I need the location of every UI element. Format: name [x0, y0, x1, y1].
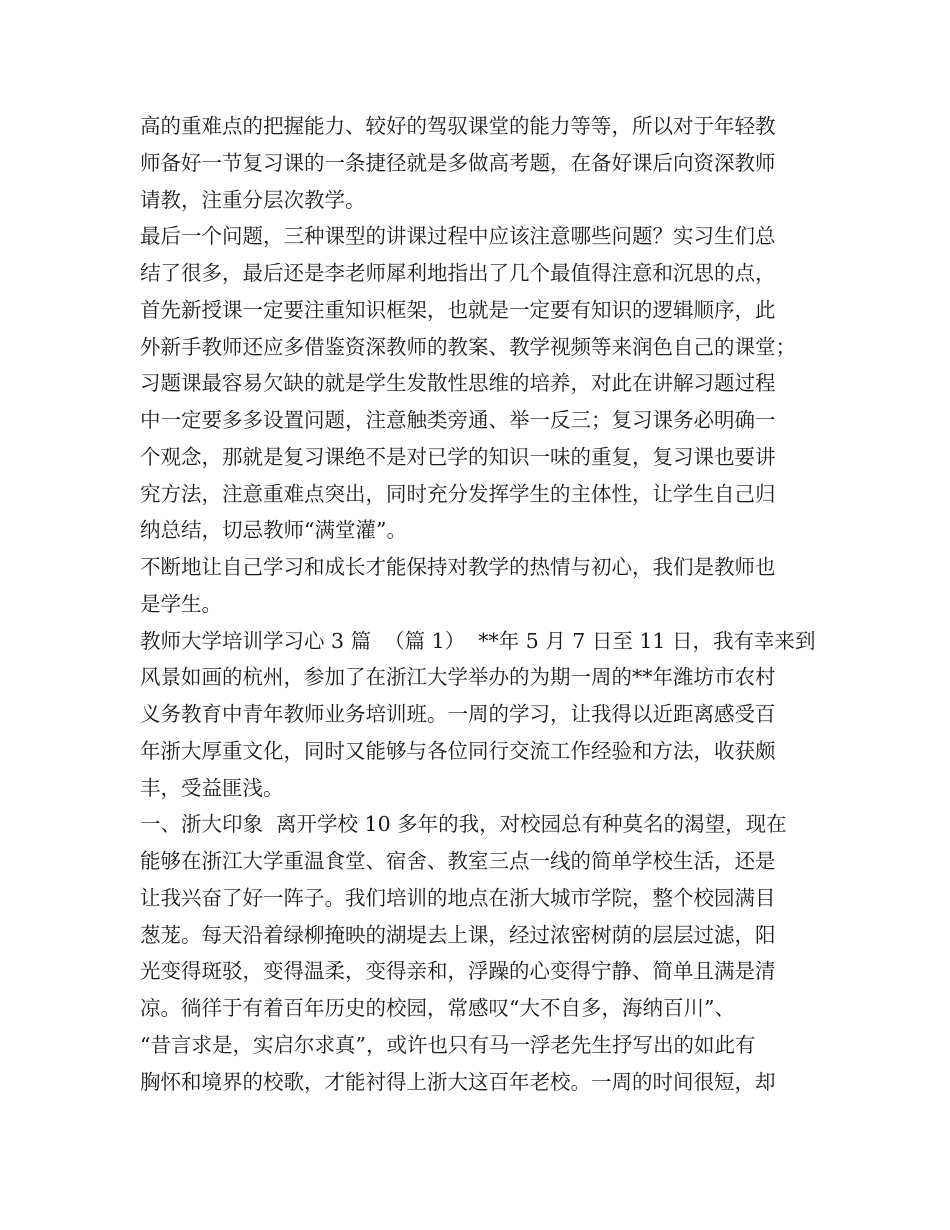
text-line: 一、浙大印象 离开学校 10 多年的我，对校园总有种莫名的渴望，现在 — [140, 812, 787, 837]
text-line: “昔言求是，实启尔求真”，或许也只有马一浮老先生抒写出的如此有 — [140, 1032, 756, 1057]
text-line: 习题课最容易欠缺的就是学生发散性思维的培养，对此在讲解习题过程 — [140, 371, 776, 396]
text-line: 最后一个问题，三种课型的讲课过程中应该注意哪些问题？实习生们总 — [140, 224, 776, 249]
text-line: 葱茏。每天沿着绿柳掩映的湖堤去上课，经过浓密树荫的层层过滤，阳 — [140, 922, 776, 947]
text-line: 首先新授课一定要注重知识框架，也就是一定要有知识的逻辑顺序，此 — [140, 297, 776, 322]
text-line: 凉。徜徉于有着百年历史的校园，常感叹“大不自多，海纳百川”、 — [140, 996, 735, 1020]
text-line: 教师大学培训学习心 3 篇 （篇 1） **年 5 月 7 日至 11 日，我有幸来到 — [140, 628, 816, 653]
text-line: 风景如画的杭州，参加了在浙江大学举办的为期一周的**年潍坊市农村 — [140, 665, 776, 690]
body-text — [140, 108, 830, 1100]
text-line: 究方法，注意重难点突出，同时充分发挥学生的主体性，让学生自己归 — [140, 481, 776, 506]
text-line: 个观念，那就是复习课绝不是对已学的知识一味的重复，复习课也要讲 — [140, 444, 776, 469]
text-line: 请教，注重分层次教学。 — [140, 187, 366, 212]
text-line: 光变得斑驳，变得温柔，变得亲和，浮躁的心变得宁静、简单且满是清 — [140, 959, 776, 984]
text-line: 不断地让自己学习和成长才能保持对教学的热情与初心，我们是教师也 — [140, 555, 776, 579]
text-line: 结了很多，最后还是李老师犀利地指出了几个最值得注意和沉思的点， — [140, 261, 776, 285]
text-line: 丰，受益匪浅。 — [140, 775, 284, 800]
text-line: 是学生。 — [140, 591, 222, 616]
text-line: 外新手教师还应多借鉴资深教师的教案、教学视频等来润色自己的课堂； — [140, 334, 796, 359]
text-line: 让我兴奋了好一阵子。我们培训的地点在浙大城市学院，整个校园满目 — [140, 885, 776, 910]
text-line: 义务教育中青年教师业务培训班。一周的学习，让我得以近距离感受百 — [140, 702, 776, 726]
text-line: 胸怀和境界的校歌，才能衬得上浙大这百年老校。一周的时间很短，却 — [140, 1069, 776, 1094]
text-line: 高的重难点的把握能力、较好的驾驭课堂的能力等等，所以对于年轻教 — [140, 114, 776, 138]
text-line: 能够在浙江大学重温食堂、宿舍、教室三点一线的简单学校生活，还是 — [140, 849, 776, 873]
text-line: 纳总结，切忌教师“满堂灌”。 — [140, 518, 407, 543]
text-line: 师备好一节复习课的一条捷径就是多做高考题，在备好课后向资深教师 — [140, 150, 776, 175]
text-line: 中一定要多多设置问题，注意触类旁通、举一反三；复习课务必明确一 — [140, 408, 776, 432]
text-line: 年浙大厚重文化，同时又能够与各位同行交流工作经验和方法，收获颇 — [140, 738, 776, 763]
